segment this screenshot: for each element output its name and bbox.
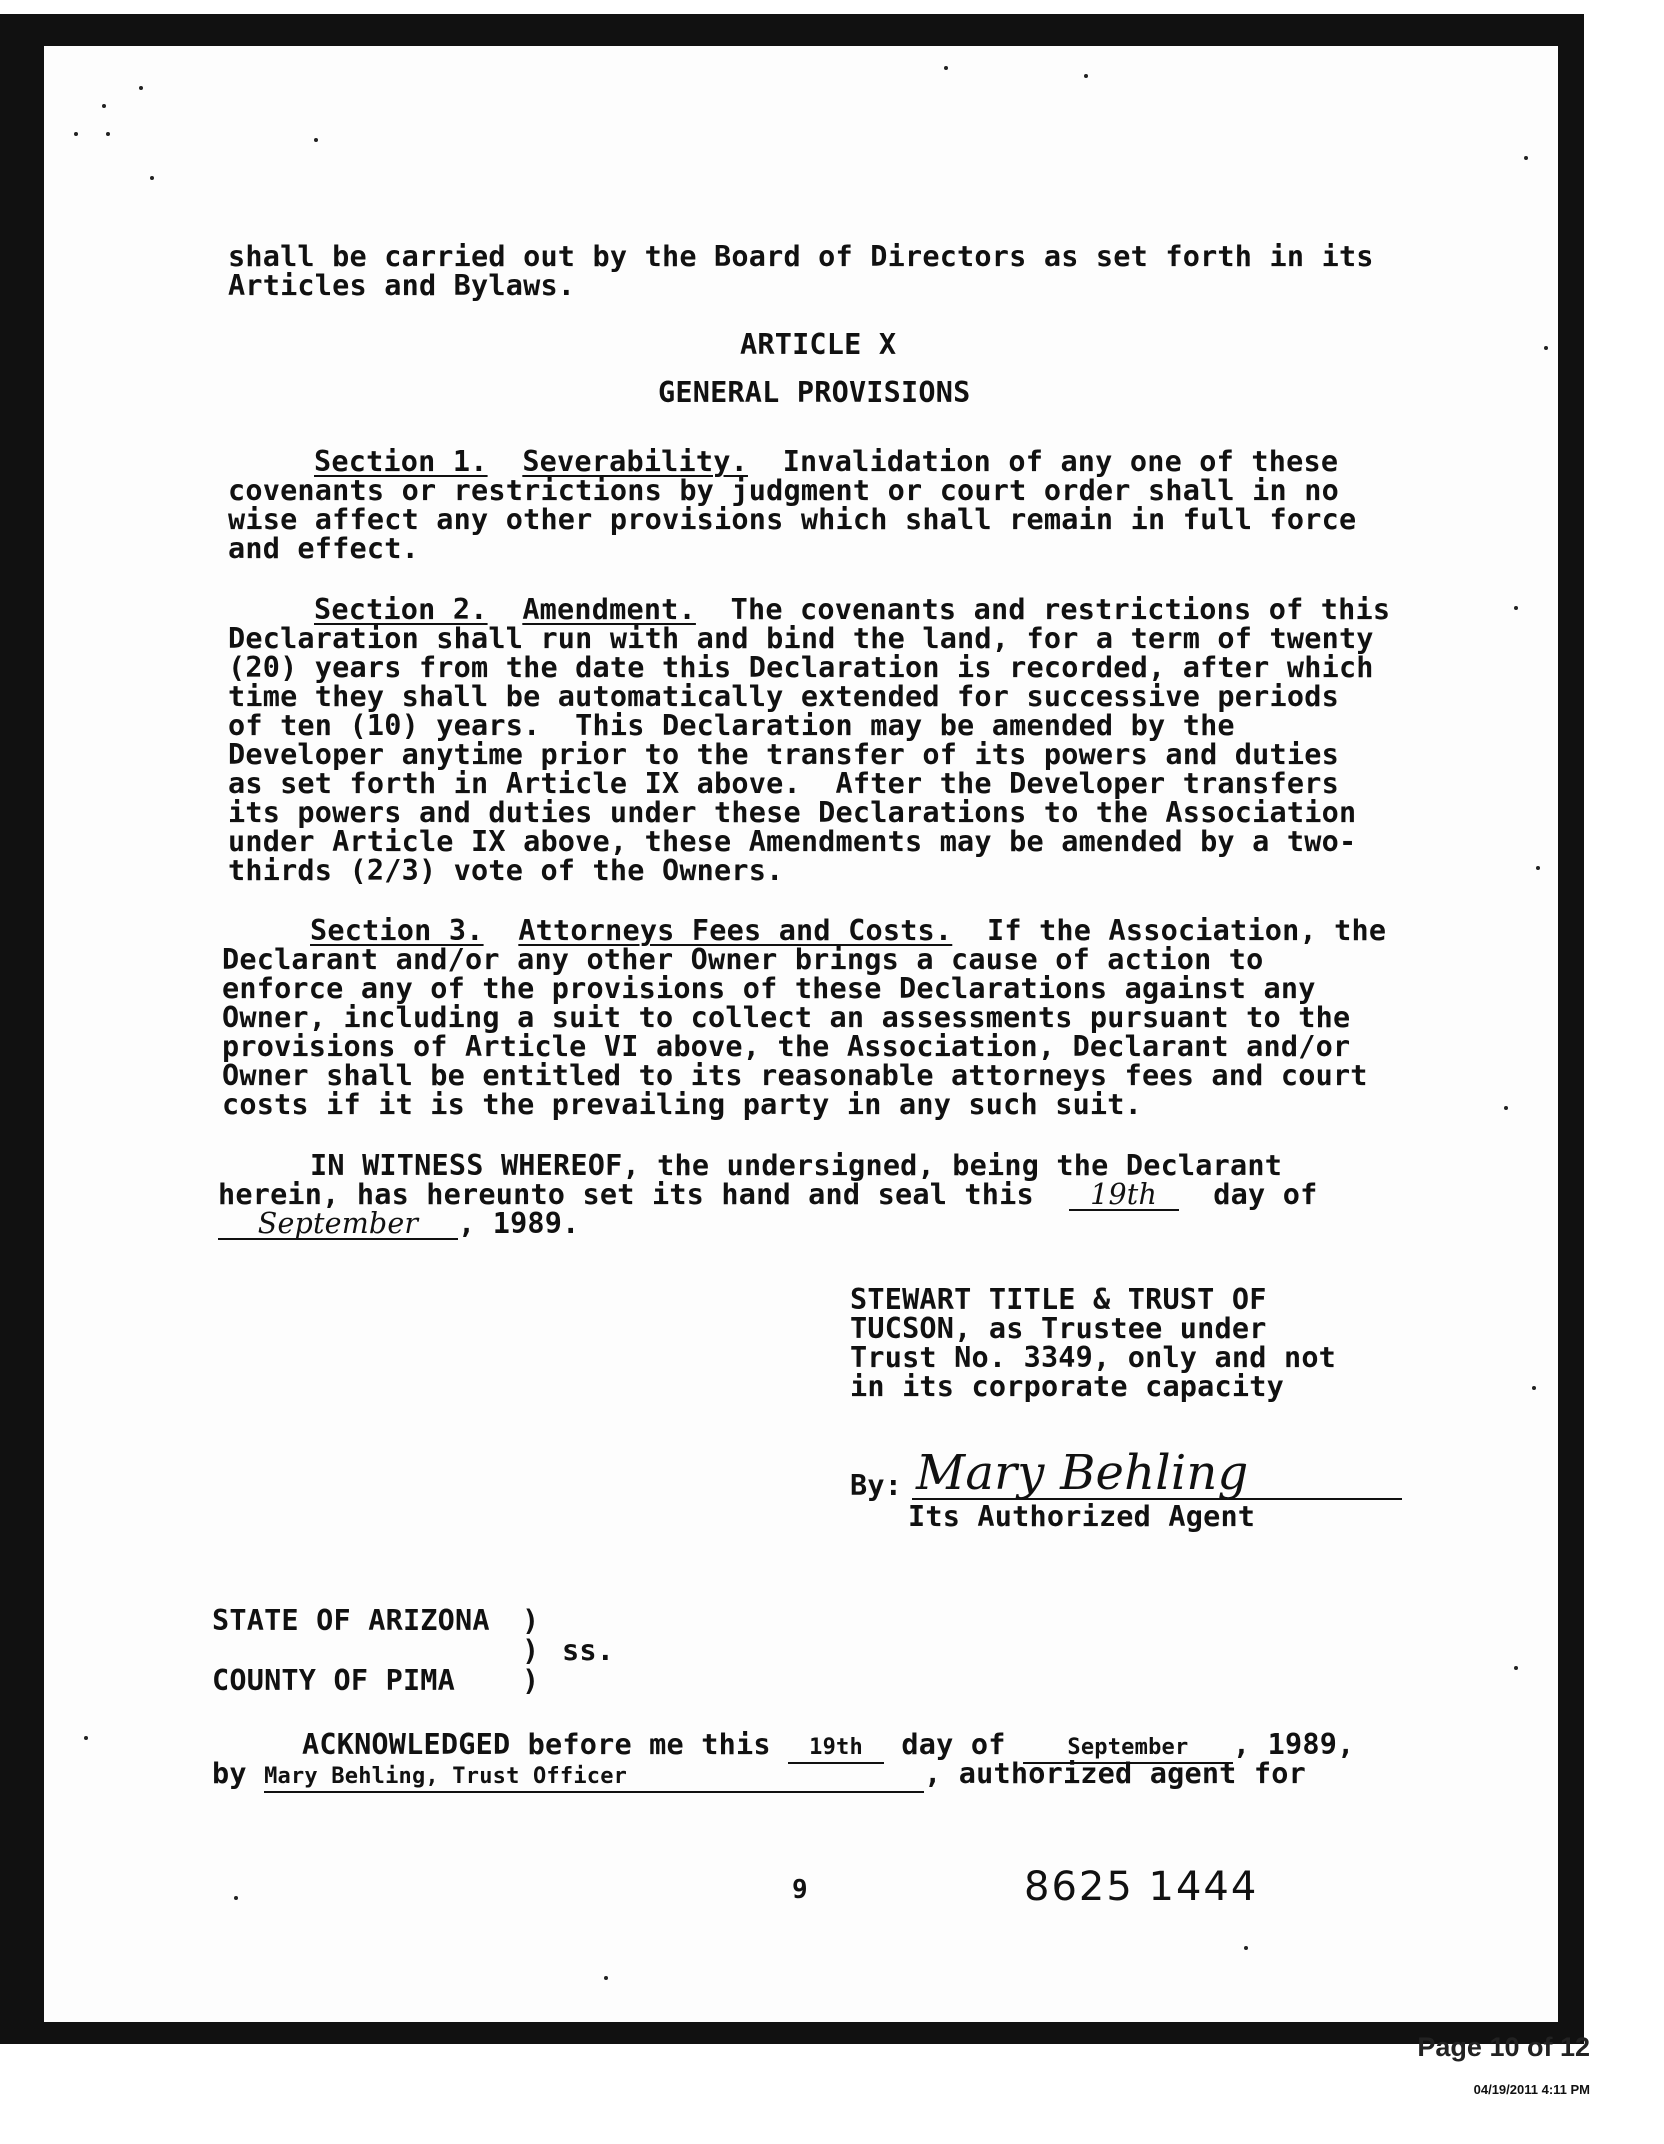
section-1-heading	[314, 447, 1338, 476]
ack-text: day of	[901, 1728, 1006, 1761]
acknowledgment-line	[212, 1759, 1306, 1793]
recording-stamp: 8625 1444	[1024, 1864, 1259, 1910]
section-2-text: The covenants and restrictions of this	[730, 593, 1391, 626]
scan-speck	[1504, 1106, 1508, 1110]
witness-line	[218, 1209, 580, 1240]
scan-speck	[1084, 74, 1088, 78]
article-heading: ARTICLE X	[740, 328, 897, 361]
scan-speck	[1536, 866, 1540, 870]
article-title: GENERAL PROVISIONS	[658, 376, 971, 409]
print-timestamp: 04/19/2011 4:11 PM	[1473, 2082, 1590, 2097]
section-3-line: Owner, including a suit to collect an assessments pursuant to the	[222, 1001, 1351, 1034]
venue-county: COUNTY OF PIMA	[212, 1664, 456, 1697]
scan-speck	[74, 132, 78, 136]
venue-ss: ss.	[562, 1634, 615, 1667]
section-3-line: enforce any of the provisions of these Declarations against any	[222, 972, 1316, 1005]
section-3-text: If the Association, the	[987, 914, 1387, 947]
witness-text: herein, has hereunto set its hand and seal this	[218, 1178, 1034, 1211]
section-3-title: Attorneys Fees and Costs.	[518, 914, 953, 947]
section-2-line: as set forth in Article IX above. After the Developer transfers	[228, 767, 1339, 800]
section-1-number: Section 1.	[314, 445, 488, 478]
section-2-line: thirds (2/3) vote of the Owners.	[228, 854, 784, 887]
venue-bracket: )	[522, 1604, 540, 1637]
page-number: 9	[792, 1875, 808, 1905]
section-2-number: Section 2.	[314, 593, 488, 626]
section-1-title: Severability.	[522, 445, 748, 478]
section-3-line: costs if it is the prevailing party in any such suit.	[222, 1088, 1142, 1121]
scan-speck	[150, 176, 154, 180]
signature-role: Its Authorized Agent	[908, 1500, 1256, 1533]
venue-state: STATE OF ARIZONA	[212, 1604, 490, 1637]
section-2-line: (20) years from the date this Declaration is recorded, after which	[228, 651, 1374, 684]
scan-speck	[604, 1976, 608, 1980]
section-2-line: Developer anytime prior to the transfer of its powers and duties	[228, 738, 1339, 771]
scan-speck	[1532, 1386, 1536, 1390]
scan-speck	[314, 138, 318, 142]
section-1-line: wise affect any other provisions which shall remain in full force	[228, 503, 1357, 536]
trustee-line: in its corporate capacity	[850, 1370, 1284, 1403]
witness-line: IN WITNESS WHEREOF, the undersigned, being the Declarant	[310, 1149, 1283, 1182]
signature-by-label: By:	[850, 1469, 903, 1502]
section-2-line: time they shall be automatically extended for successive periods	[228, 680, 1339, 713]
ack-text: , authorized agent for	[924, 1757, 1306, 1790]
section-3-line: provisions of Article VI above, the Association, Declarant and/or	[222, 1030, 1351, 1063]
document-page	[44, 46, 1558, 2022]
scan-frame	[0, 14, 1584, 2044]
ack-year: , 1989,	[1232, 1728, 1355, 1761]
scan-speck	[1514, 1666, 1518, 1670]
ack-officer: Mary Behling, Trust Officer	[264, 1762, 924, 1793]
scan-speck	[1244, 1946, 1248, 1950]
witness-month-handwritten: September	[218, 1209, 458, 1240]
trustee-line: TUCSON, as Trustee under	[850, 1312, 1267, 1345]
section-1-line: covenants or restrictions by judgment or court order shall in no	[228, 474, 1339, 507]
scan-speck	[1544, 346, 1548, 350]
section-3-heading	[310, 916, 1386, 945]
scan-speck	[106, 132, 110, 136]
section-2-line: of ten (10) years. This Declaration may be amended by the	[228, 709, 1235, 742]
venue-bracket: )	[522, 1634, 540, 1667]
scan-speck	[1524, 156, 1528, 160]
carryover-line: shall be carried out by the Board of Directors as set forth in its	[228, 240, 1374, 273]
section-2-line: its powers and duties under these Declarations to the Association	[228, 796, 1357, 829]
scan-speck	[234, 1896, 238, 1900]
handwritten-signature: Mary Behling	[916, 1445, 1249, 1501]
ack-month: September	[1023, 1733, 1233, 1764]
section-3-number: Section 3.	[310, 914, 484, 947]
scan-speck	[102, 104, 106, 108]
section-3-line: Owner shall be entitled to its reasonable attorneys fees and court	[222, 1059, 1368, 1092]
ack-day: 19th	[788, 1733, 884, 1764]
section-1-text: Invalidation of any one of these	[782, 445, 1339, 478]
ack-text: ACKNOWLEDGED before me this	[302, 1728, 771, 1761]
scan-speck	[1514, 606, 1518, 610]
section-2-line: Declaration shall run with and bind the land, for a term of twenty	[228, 622, 1374, 655]
witness-text: day of	[1213, 1178, 1318, 1211]
trustee-line: STEWART TITLE & TRUST OF	[850, 1283, 1267, 1316]
scan-speck	[139, 86, 143, 90]
carryover-line: Articles and Bylaws.	[228, 269, 576, 302]
witness-day-handwritten: 19th	[1069, 1180, 1179, 1211]
scan-speck	[944, 66, 948, 70]
witness-year: , 1989.	[458, 1207, 580, 1240]
section-2-title: Amendment.	[522, 593, 696, 626]
page-label: Page 10 of 12	[1417, 2032, 1590, 2062]
scan-speck	[84, 1736, 88, 1740]
section-1-line: and effect.	[228, 532, 419, 565]
venue-bracket: )	[522, 1664, 540, 1697]
trustee-line: Trust No. 3349, only and not	[850, 1341, 1337, 1374]
section-2-line: under Article IX above, these Amendments may be amended by a two-	[228, 825, 1357, 858]
section-2-heading	[314, 595, 1390, 624]
section-3-line: Declarant and/or any other Owner brings a cause of action to	[222, 943, 1264, 976]
ack-text: by	[212, 1757, 247, 1790]
